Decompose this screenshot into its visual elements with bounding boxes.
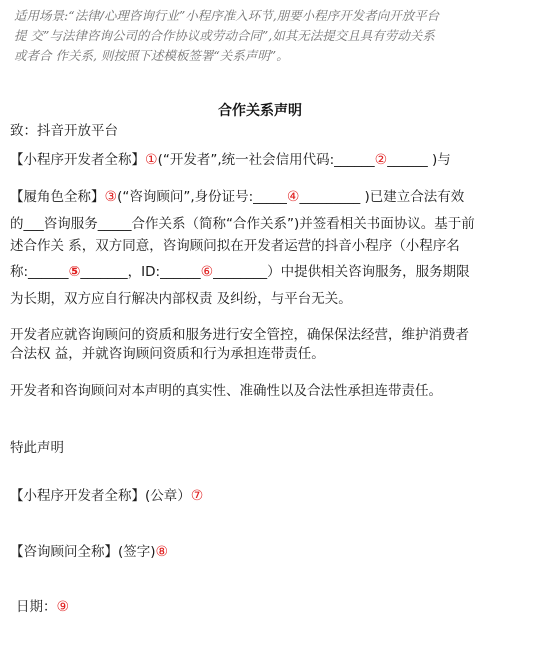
paragraph-line: 合法权 益，并就咨询顾问资质和行为承担连带责任。 (10, 346, 325, 362)
usage-note-line: 提 交”与法律咨询公司的合作协议或劳动合同”,如其无法提交且具有劳动关系 (14, 28, 435, 43)
credit-code-text: (“开发者”,统一社会信用代码:______ (157, 152, 375, 168)
marker-2: ② (374, 152, 388, 168)
paragraph-line: 述合作关 系，双方同意，咨询顾问拟在开发者运营的抖音小程序（小程序名 (10, 238, 460, 254)
usage-note-line: 或者合 作关系, 则按照下述模板签署“关系声明”。 (14, 48, 289, 63)
signature-developer (10, 486, 203, 506)
marker-8: ⑧ (155, 544, 169, 560)
date-label: 日期： (16, 599, 57, 615)
miniapp-name-text: 称:______ (10, 264, 69, 280)
paragraph-line (10, 150, 451, 170)
signature-developer-label: 【小程序开发者全称】(公章） (10, 488, 191, 504)
paragraph-line: 开发者和咨询顾问对本声明的真实性、准确性以及合法性承担连带责任。 (10, 383, 442, 399)
signature-consultant-label: 【咨询顾问全称】(签字) (10, 544, 156, 560)
marker-6: ⑥ (200, 264, 214, 280)
miniapp-id-text: _______，ID:______ (80, 264, 201, 280)
signature-consultant (10, 542, 168, 562)
marker-3: ③ (104, 189, 118, 205)
paragraph-line (10, 262, 470, 282)
marker-7: ⑦ (190, 488, 204, 504)
marker-9: ⑨ (56, 599, 70, 615)
usage-note-line: 适用场景:“法律/心理咨询行业”小程序准入环节,朋要小程序开发者向开放平台 (14, 8, 440, 23)
line-tail: ________）中提供相关咨询服务，服务期限 (213, 264, 470, 280)
paragraph-line: 开发者应就咨询顾问的资质和服务进行安全管控，确保保法经营，维护消费者 (10, 327, 469, 343)
date-line (16, 597, 69, 617)
marker-5: ⑤ (68, 264, 81, 280)
usage-note (14, 6, 534, 66)
paragraph-line: 的___咨询服务_____合作关系（简称“合作关系”)并签看相关书面协议。基于前 (10, 216, 475, 232)
declaration: 特此声明 (10, 440, 64, 456)
marker-1: ① (145, 152, 158, 168)
role-name-placeholder: 【履角色全称】 (10, 189, 105, 205)
paragraph-line (10, 187, 464, 207)
marker-4: ④ (286, 189, 300, 205)
developer-name-placeholder: 【小程序开发者全称】 (10, 152, 145, 168)
addressee: 致：抖音开放平台 (10, 123, 118, 139)
line-tail: _________ )已建立合法有效 (299, 189, 465, 205)
document-title: 合作关系声明 (218, 103, 302, 119)
line-tail: ______ )与 (387, 152, 451, 168)
id-number-text: (“咨询顾问”,身份证号:_____ (117, 189, 287, 205)
paragraph-line: 为长期，双方应自行解决内部权责 及纠纷，与平台无关。 (10, 291, 352, 307)
